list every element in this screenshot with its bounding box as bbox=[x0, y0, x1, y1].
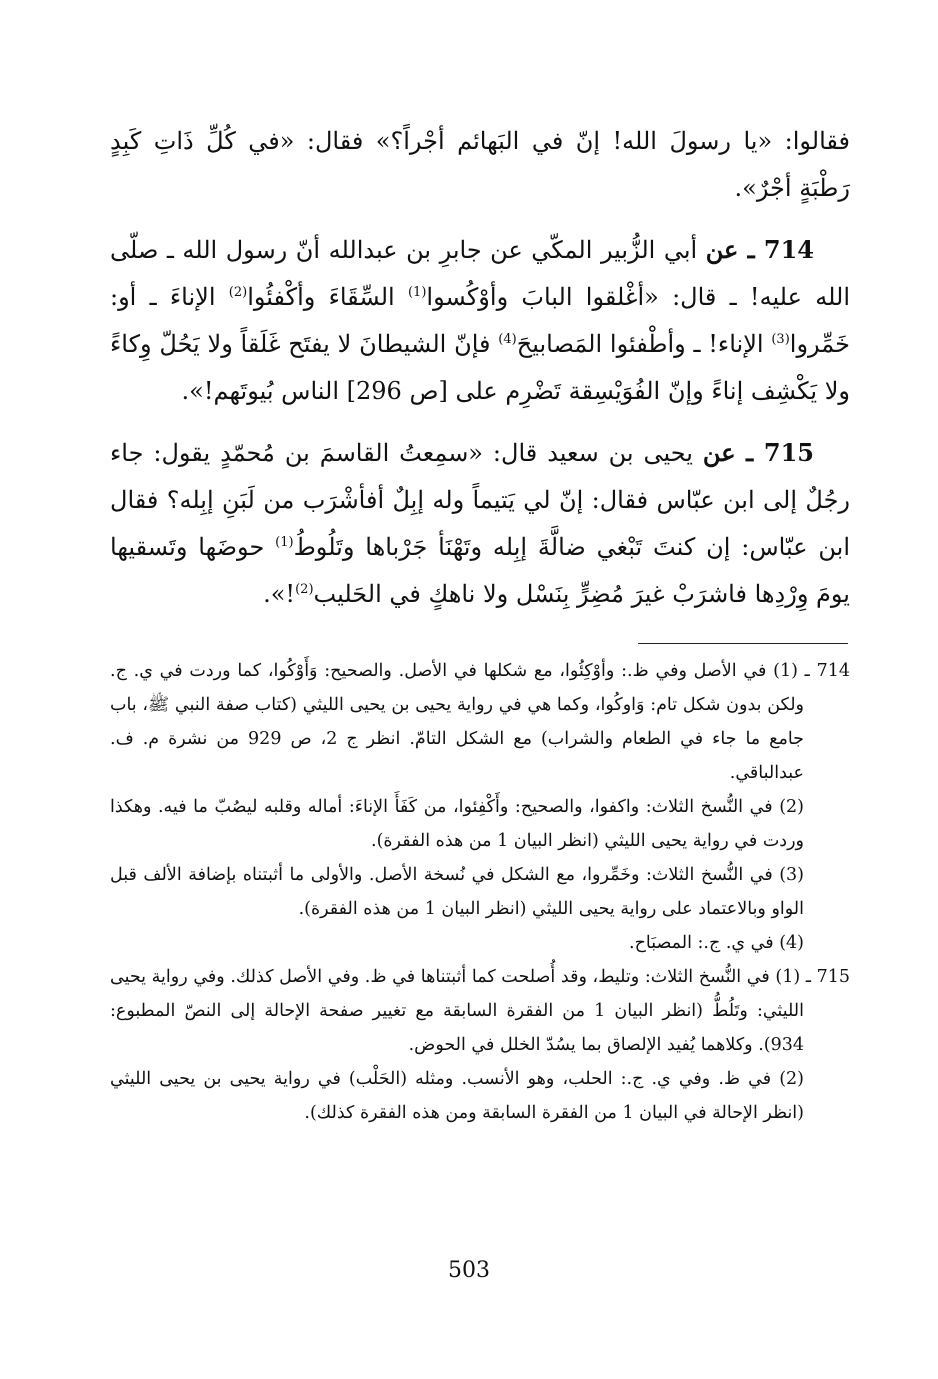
footnote-715-1: 715 ـ (1) في النُّسخ الثلاث: وتليط، وقد أُصلحت كما أثبتناها في ظ. وفي الأصل كذلك. وفي رواية يحيى الليثي: وتَلُطُّ (انظر البيان 1 من الفقرة السابقة مع تغيير صفحة الإحالة إلى النصّ المطبوع: 934). وكلاهما يُفيد الإلصاق بما يسُدّ الخلل في الحوض. bbox=[110, 967, 850, 1055]
paragraph-715 bbox=[110, 429, 850, 618]
text-run: السِّقَاءَ وأكْفئُوا bbox=[247, 283, 408, 311]
text-run: حوضَها وتَسقيها يومَ وِرْدِها فاشرَبْ غيرَ مُضِرٍّ بِنَسْل ولا ناهكٍ في الحَليب bbox=[110, 533, 850, 608]
footnote-ref: (2) bbox=[228, 285, 248, 300]
footnote-ref: (1) bbox=[275, 535, 294, 550]
footnote-ref: (4) bbox=[498, 332, 517, 347]
text-run: أبي الزُّبير المكّي عن جابرِ بن عبدالله أنّ رسول الله ـ صلّى الله عليه! ـ قال: «أغْلقوا البابَ وأوْكُسوا bbox=[110, 236, 850, 311]
text-run: يحيى بن سعيد قال: «سمِعتُ القاسمَ بن مُحمّدٍ يقول: جاء رجُلٌ إلى ابن عبّاس فقال: إنّ لي يَتيماً وله إبِلٌ أفأشْرَب من لَبَنِ إبِله؟ فقال ابن عبّاس: إن كنتَ تَبْغي ضالَّةَ إبِله وتَهْنَأ جَرْباها وتَلُوطُ bbox=[110, 439, 850, 561]
footnote-715-2: (2) في ظ. وفي ي. ج.: الحلب، وهو الأنسب. ومثله (الحَلْب) في رواية يحيى بن يحيى الليثي (انظر الإحالة في البيان 1 من الفقرة السابقة ومن هذه الفقرة كذلك). bbox=[110, 1069, 804, 1123]
footnote-714-3: (3) في النُّسخ الثلاث: وخَمِّروا، مع الشكل في نُسخة الأصل. والأولى ما أثبتناه بإضافة الألف قبل الواو وبالاعتماد على رواية يحيى الليثي (انظر البيان 1 من هذه الفقرة). bbox=[110, 865, 804, 919]
entry-number: 714 ـ عن bbox=[705, 235, 814, 264]
text-run: الإناء! ـ وأطْفئوا المَصابيحَ bbox=[516, 330, 772, 358]
text-run: الإناءَ ـ أو: خَمِّروا bbox=[110, 283, 850, 358]
main-text bbox=[110, 118, 850, 618]
text-run: !». bbox=[263, 580, 296, 608]
paragraph-continuation: فقالوا: «يا رسولَ الله! إنّ في البَهائم أجْراً؟» فقال: «في كُلِّ ذَاتِ كَبِدٍ رَطْبَةٍ أجْرٌ». bbox=[110, 127, 850, 202]
page-number: 503 bbox=[448, 1258, 490, 1283]
footnote-ref: (3) bbox=[771, 332, 790, 347]
entry-number: 715 ـ عن bbox=[702, 438, 814, 467]
paragraph-714 bbox=[110, 226, 850, 415]
footnote-714-1: 714 ـ (1) في الأصل وفي ظ.: وأوْكِئُوا، مع شكلها في الأصل. والصحيح: وَأَوْكُوا، كما وردت في ي. ج. ولكن بدون شكل تام: وَاوكُوا، وكما هي في رواية يحيى بن يحيى الليثي (كتاب صفة النبي ﷺ، باب جامع ما جاء في الطعام والشراب) مع الشكل التامّ. انظر ج 2، ص 929 من نشرة م. ف. عبدالباقي. bbox=[110, 661, 850, 783]
footnote-ref: (1) bbox=[407, 285, 427, 300]
footnote-separator bbox=[638, 643, 848, 644]
footnote-714-4: (4) في ي. ج.: المصبَاح. bbox=[629, 933, 804, 953]
footnote-ref: (2) bbox=[295, 582, 314, 597]
footnote-714-2: (2) في النُّسخ الثلاث: واكفوا، والصحيح: وأَكْفِئوا، من كَفَأَ الإناءَ: أماله وقلبه ليصُبّ ما فيه. وهكذا وردت في رواية يحيى الليثي (انظر البيان 1 من هذه الفقرة). bbox=[110, 797, 804, 851]
footnotes bbox=[110, 654, 850, 1130]
text-run: فإنّ الشيطانَ لا يفتَح غَلَقاً ولا يَحُلّ وِكاءً ولا يَكْشِف إناءً وإنّ الفُوَيْسِقة تَضْرِم على [ص 296] الناس بُيوتَهم!». bbox=[110, 330, 850, 405]
